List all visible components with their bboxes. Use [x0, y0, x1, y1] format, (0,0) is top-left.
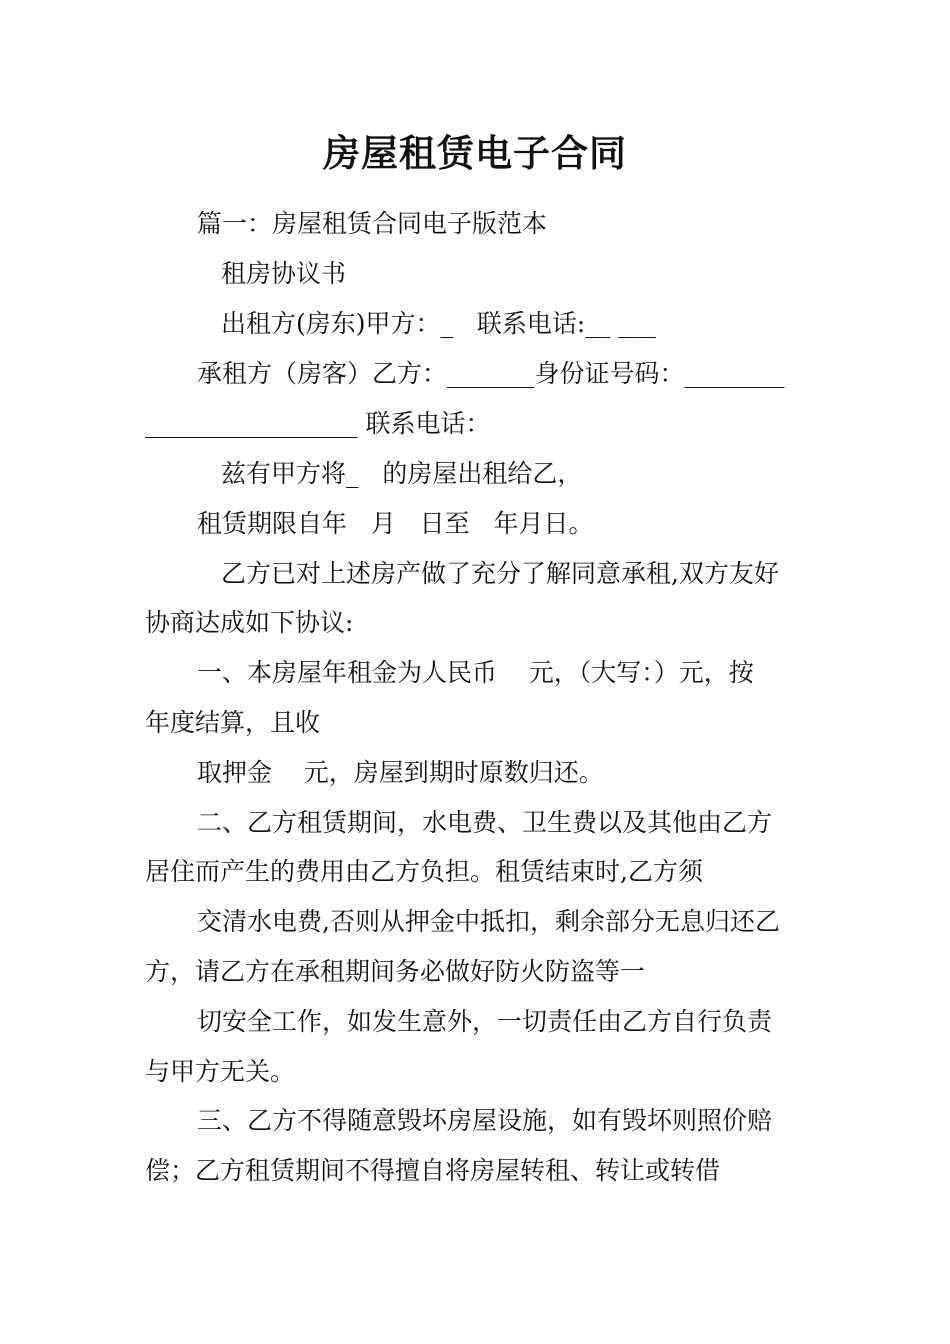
lessor-line: 出租方(房东)甲方：_ 联系电话:__ ___ [221, 309, 656, 338]
paragraph-line: 协商达成如下协议: [145, 608, 354, 637]
clause-one-line: 年度结算，且收 [145, 708, 321, 737]
clause-two-line: 交清水电费,否则从押金中抵扣，剩余部分无息归还乙 [197, 907, 780, 936]
document-title: 房屋租赁电子合同 [323, 131, 627, 175]
clause-two-line: 与甲方无关。 [145, 1057, 296, 1086]
lease-term-line: 租赁期限自年 月 日至 年月日。 [197, 509, 594, 538]
paragraph-line: 乙方已对上述房产做了充分了解同意承租,双方友好 [221, 559, 779, 588]
clause-three-line: 三、乙方不得随意毁坏房屋设施，如有毁坏则照价赔 [197, 1106, 773, 1135]
clause-two-line: 居住而产生的费用由乙方负担。租赁结束时,乙方须 [145, 857, 703, 886]
lessee-line: 承租方（房客）乙方：_______身份证号码：________ [197, 359, 785, 388]
clause-one-line: 一、本房屋年租金为人民币 元，（大写：）元，按 [197, 658, 754, 687]
agreement-heading: 租房协议书 [221, 259, 347, 288]
clause-two-line: 方，请乙方在承租期间务必做好防火防盗等一 [145, 957, 646, 986]
clause-three-line: 偿；乙方租赁期间不得擅自将房屋转租、转让或转借 [145, 1156, 721, 1185]
clause-two-line: 切安全工作，如发生意外，一切责任由乙方自行负责 [197, 1007, 773, 1036]
lessee-phone-line: _________________ 联系电话： [145, 409, 491, 438]
section-heading: 篇一：房屋租赁合同电子版范本 [197, 209, 548, 238]
property-line: 兹有甲方将_ 的房屋出租给乙， [221, 459, 583, 488]
clause-one-line: 取押金 元，房屋到期时原数归还。 [197, 758, 604, 787]
clause-two-line: 二、乙方租赁期间，水电费、卫生费以及其他由乙方 [197, 808, 773, 837]
